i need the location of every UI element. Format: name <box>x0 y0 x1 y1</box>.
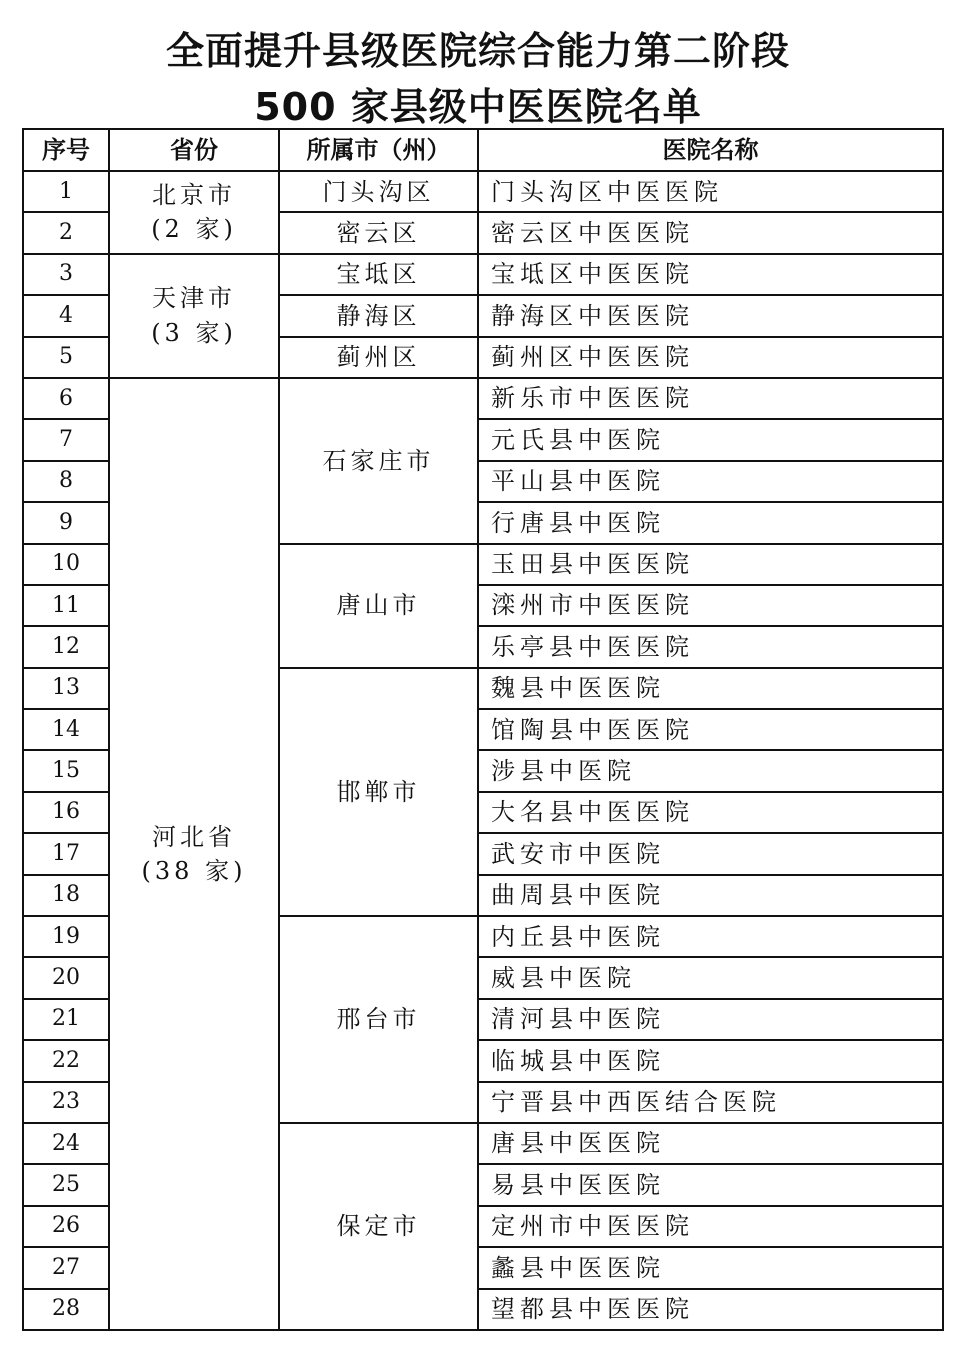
hospital-name-cell: 易县中医医院 <box>478 1164 943 1205</box>
hospital-name-cell: 大名县中医医院 <box>478 792 943 833</box>
serial-number-cell: 3 <box>23 254 109 295</box>
serial-number-cell: 13 <box>23 668 109 709</box>
serial-number-cell: 9 <box>23 502 109 543</box>
city-cell: 石家庄市 <box>279 378 478 544</box>
serial-number-cell: 2 <box>23 212 109 253</box>
serial-number-cell: 23 <box>23 1082 109 1123</box>
province-cell <box>109 171 279 254</box>
hospital-name-cell: 元氏县中医院 <box>478 419 943 460</box>
table-row <box>23 171 943 212</box>
city-cell: 邢台市 <box>279 916 478 1123</box>
serial-number-cell: 6 <box>23 378 109 419</box>
hospital-name-cell: 玉田县中医医院 <box>478 544 943 585</box>
header-hospital-name: 医院名称 <box>478 129 943 171</box>
province-count: (3 家) <box>151 318 237 347</box>
serial-number-cell: 24 <box>23 1123 109 1164</box>
hospital-name-cell: 滦州市中医医院 <box>478 585 943 626</box>
serial-number-cell: 19 <box>23 916 109 957</box>
serial-number-cell: 26 <box>23 1206 109 1247</box>
hospital-name-cell: 新乐市中医医院 <box>478 378 943 419</box>
hospital-name-cell: 平山县中医院 <box>478 461 943 502</box>
serial-number-cell: 18 <box>23 875 109 916</box>
hospital-name-cell: 密云区中医医院 <box>478 212 943 253</box>
serial-number-cell: 27 <box>23 1247 109 1288</box>
hospital-name-cell: 武安市中医院 <box>478 833 943 874</box>
hospital-name-cell: 威县中医院 <box>478 957 943 998</box>
table-row <box>23 254 943 295</box>
hospital-name-cell: 宁晋县中西医结合医院 <box>478 1082 943 1123</box>
header-city: 所属市（州） <box>279 129 478 171</box>
serial-number-cell: 12 <box>23 626 109 667</box>
hospital-name-cell: 曲周县中医院 <box>478 875 943 916</box>
hospital-name-cell: 宝坻区中医医院 <box>478 254 943 295</box>
table-row <box>23 378 943 419</box>
city-cell: 宝坻区 <box>279 254 478 295</box>
hospital-name-cell: 唐县中医医院 <box>478 1123 943 1164</box>
hospital-list-table <box>22 128 944 1331</box>
city-cell: 静海区 <box>279 295 478 336</box>
province-count: (2 家) <box>151 215 237 244</box>
serial-number-cell: 21 <box>23 999 109 1040</box>
hospital-name-cell: 望都县中医医院 <box>478 1289 943 1330</box>
province-name: 北京市 <box>152 181 236 209</box>
city-cell: 门头沟区 <box>279 171 478 212</box>
city-cell: 蓟州区 <box>279 337 478 378</box>
serial-number-cell: 7 <box>23 419 109 460</box>
serial-number-cell: 5 <box>23 337 109 378</box>
hospital-name-cell: 门头沟区中医医院 <box>478 171 943 212</box>
header-serial-number: 序号 <box>23 129 109 171</box>
hospital-name-cell: 清河县中医院 <box>478 999 943 1040</box>
hospital-name-cell: 静海区中医医院 <box>478 295 943 336</box>
province-cell <box>109 378 279 1330</box>
serial-number-cell: 11 <box>23 585 109 626</box>
serial-number-cell: 15 <box>23 750 109 791</box>
province-name: 天津市 <box>152 284 236 313</box>
serial-number-cell: 8 <box>23 461 109 502</box>
hospital-name-cell: 涉县中医院 <box>478 750 943 791</box>
hospital-name-cell: 魏县中医医院 <box>478 668 943 709</box>
hospital-name-cell: 乐亭县中医医院 <box>478 626 943 667</box>
hospital-name-cell: 临城县中医院 <box>478 1040 943 1081</box>
serial-number-cell: 10 <box>23 544 109 585</box>
serial-number-cell: 16 <box>23 792 109 833</box>
serial-number-cell: 17 <box>23 833 109 874</box>
province-cell <box>109 254 279 378</box>
hospital-name-cell: 蠡县中医医院 <box>478 1247 943 1288</box>
serial-number-cell: 1 <box>23 171 109 212</box>
hospital-name-cell: 内丘县中医院 <box>478 916 943 957</box>
header-province: 省份 <box>109 129 279 171</box>
hospital-name-cell: 馆陶县中医医院 <box>478 709 943 750</box>
serial-number-cell: 28 <box>23 1289 109 1330</box>
document-title-line-1: 全面提升县级医院综合能力第二阶段 <box>165 29 790 73</box>
city-cell: 保定市 <box>279 1123 478 1330</box>
city-cell: 邯郸市 <box>279 668 478 916</box>
province-count: (38 家) <box>141 856 247 885</box>
hospital-name-cell: 定州市中医医院 <box>478 1206 943 1247</box>
serial-number-cell: 4 <box>23 295 109 336</box>
province-name: 河北省 <box>152 822 236 851</box>
city-cell: 密云区 <box>279 212 478 253</box>
serial-number-cell: 20 <box>23 957 109 998</box>
hospital-name-cell: 蓟州区中医医院 <box>478 337 943 378</box>
city-cell: 唐山市 <box>279 544 478 668</box>
hospital-name-cell: 行唐县中医院 <box>478 502 943 543</box>
serial-number-cell: 22 <box>23 1040 109 1081</box>
serial-number-cell: 14 <box>23 709 109 750</box>
document-title-line-2: 500 家县级中医医院名单 <box>254 85 702 129</box>
table-header-row <box>23 129 943 171</box>
serial-number-cell: 25 <box>23 1164 109 1205</box>
